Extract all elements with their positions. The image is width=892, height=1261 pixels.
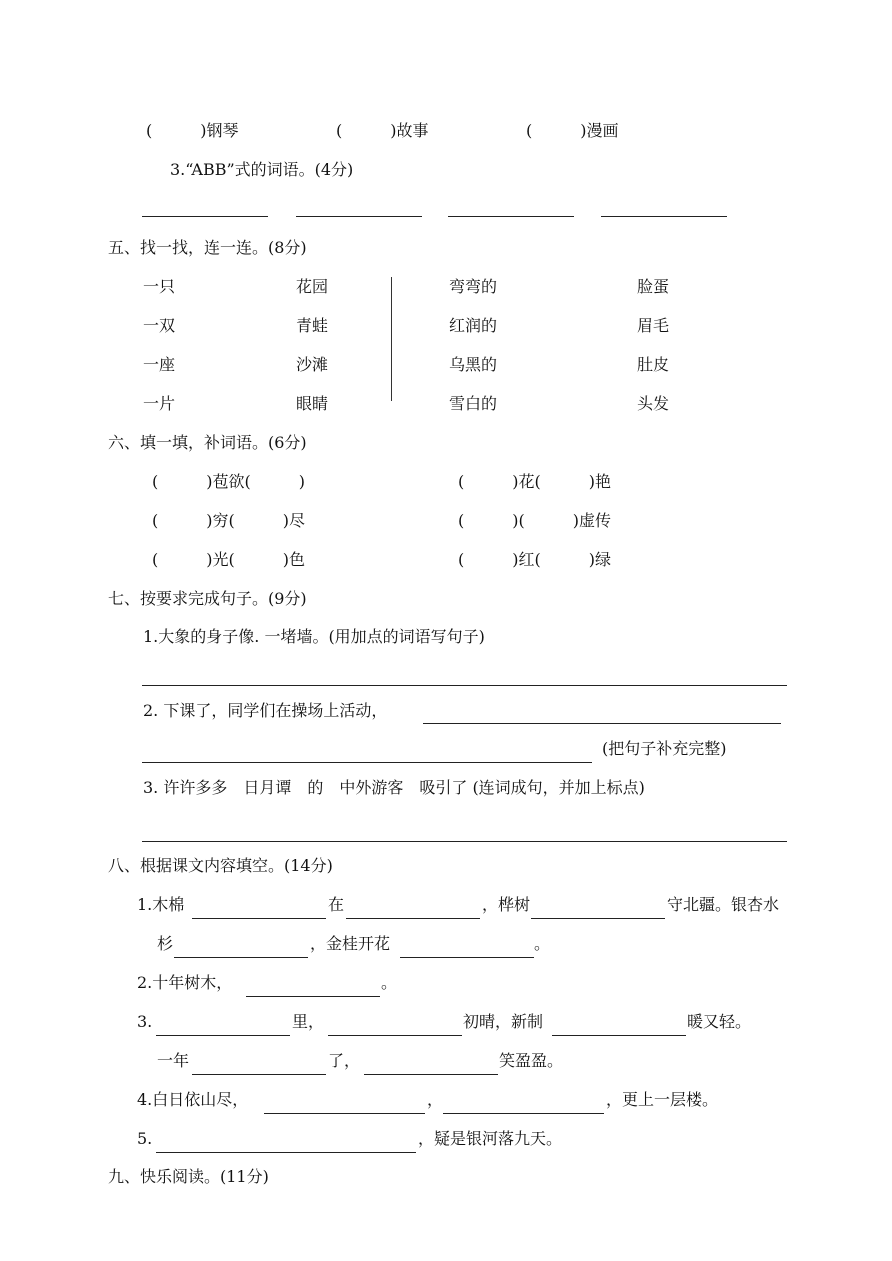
answer-line-abb-1[interactable] [142, 216, 268, 217]
fill-line[interactable] [400, 957, 534, 958]
section6-title: 六、填一填，补词语。(6分) [108, 433, 307, 452]
match-left-target: 青蛙 [296, 316, 329, 335]
idiom-blank-right: ( )红( )绿 [458, 550, 611, 569]
fill-text: 1.木棉 [137, 895, 185, 914]
section8-title: 八、根据课文内容填空。(14分) [108, 856, 333, 875]
fill-text: ，疑是银河落九天。 [418, 1129, 563, 1148]
blank-gangqin: ( )钢琴 [146, 121, 239, 140]
section7-title: 七、按要求完成句子。(9分) [108, 589, 307, 608]
fill-text: ，更上一层楼。 [606, 1090, 719, 1109]
blank-manhua: ( )漫画 [526, 121, 619, 140]
fill-text: ，金桂开花 [310, 934, 391, 953]
idiom-blank-left: ( )穷( )尽 [152, 511, 305, 530]
match-left-target: 眼睛 [296, 394, 329, 413]
fill-line[interactable] [531, 918, 665, 919]
answer-line-s7-q2b[interactable] [142, 762, 592, 763]
fill-text: 。 [381, 973, 398, 992]
section5-title: 五、找一找，连一连。(8分) [108, 238, 307, 257]
idiom-blank-left: ( )苞欲( ) [152, 472, 305, 491]
idiom-blank-right: ( )( )虚传 [458, 511, 611, 530]
answer-line-abb-2[interactable] [296, 216, 422, 217]
fill-text: 里， [292, 1012, 325, 1031]
fill-line[interactable] [346, 918, 480, 919]
fill-text: ，桦树 [482, 895, 531, 914]
match-right-target: 肚皮 [637, 355, 670, 374]
answer-line-s7-q1[interactable] [142, 685, 787, 686]
fill-line[interactable] [192, 918, 326, 919]
fill-text: ， [427, 1090, 444, 1109]
sentence-q3: 3. 许许多多 日月谭 的 中外游客 吸引了 (连词成句，并加上标点) [143, 778, 645, 797]
answer-line-abb-4[interactable] [601, 216, 727, 217]
idiom-blank-left: ( )光( )色 [152, 550, 305, 569]
fill-line[interactable] [174, 957, 308, 958]
match-left-word: 一座 [143, 355, 176, 374]
match-left-target: 沙滩 [296, 355, 329, 374]
fill-text: 暖又轻。 [687, 1012, 752, 1031]
fill-line[interactable] [156, 1035, 290, 1036]
fill-line[interactable] [443, 1113, 604, 1114]
fill-line[interactable] [364, 1074, 498, 1075]
answer-line-s7-q3[interactable] [142, 841, 787, 842]
fill-text: 4.白日依山尽， [137, 1090, 249, 1109]
fill-text: 2.十年树木， [137, 973, 233, 992]
match-left-word: 一只 [143, 277, 176, 296]
match-right-target: 脸蛋 [637, 277, 670, 296]
question-abb: 3.“ABB”式的词语。(4分) [170, 160, 354, 179]
match-right-word: 红润的 [449, 316, 498, 335]
fill-line[interactable] [264, 1113, 425, 1114]
fill-text: 3. [137, 1012, 153, 1031]
match-right-target: 头发 [637, 394, 670, 413]
fill-line[interactable] [552, 1035, 686, 1036]
fill-line[interactable] [328, 1035, 462, 1036]
fill-line[interactable] [192, 1074, 326, 1075]
sentence-q2: 2. 下课了，同学们在操场上活动， [143, 701, 388, 720]
section9-title: 九、快乐阅读。(11分) [108, 1167, 269, 1186]
match-left-word: 一片 [143, 394, 176, 413]
fill-text: 一年 [157, 1051, 190, 1070]
fill-text: 。 [534, 934, 551, 953]
fill-text: 守北疆。银杏水 [667, 895, 780, 914]
fill-text: 初晴，新制 [463, 1012, 544, 1031]
match-left-target: 花园 [296, 277, 329, 296]
match-right-word: 雪白的 [449, 394, 498, 413]
match-divider [391, 277, 392, 401]
fill-text: 在 [328, 895, 345, 914]
sentence-q2-note: (把句子补充完整) [602, 739, 727, 758]
answer-line-abb-3[interactable] [448, 216, 574, 217]
fill-line[interactable] [156, 1152, 416, 1153]
fill-text: 杉 [157, 934, 174, 953]
fill-line[interactable] [246, 996, 380, 997]
blank-gushi: ( )故事 [336, 121, 429, 140]
match-right-word: 乌黑的 [449, 355, 498, 374]
idiom-blank-right: ( )花( )艳 [458, 472, 611, 491]
sentence-q1: 1.大象的身子像. 一堵墙。(用加点的词语写句子) [143, 627, 485, 646]
match-right-target: 眉毛 [637, 316, 670, 335]
fill-text: 5. [137, 1129, 153, 1148]
fill-text: 笑盈盈。 [499, 1051, 564, 1070]
fill-text: 了， [328, 1051, 361, 1070]
answer-line-s7-q2a[interactable] [423, 723, 781, 724]
match-right-word: 弯弯的 [449, 277, 498, 296]
match-left-word: 一双 [143, 316, 176, 335]
